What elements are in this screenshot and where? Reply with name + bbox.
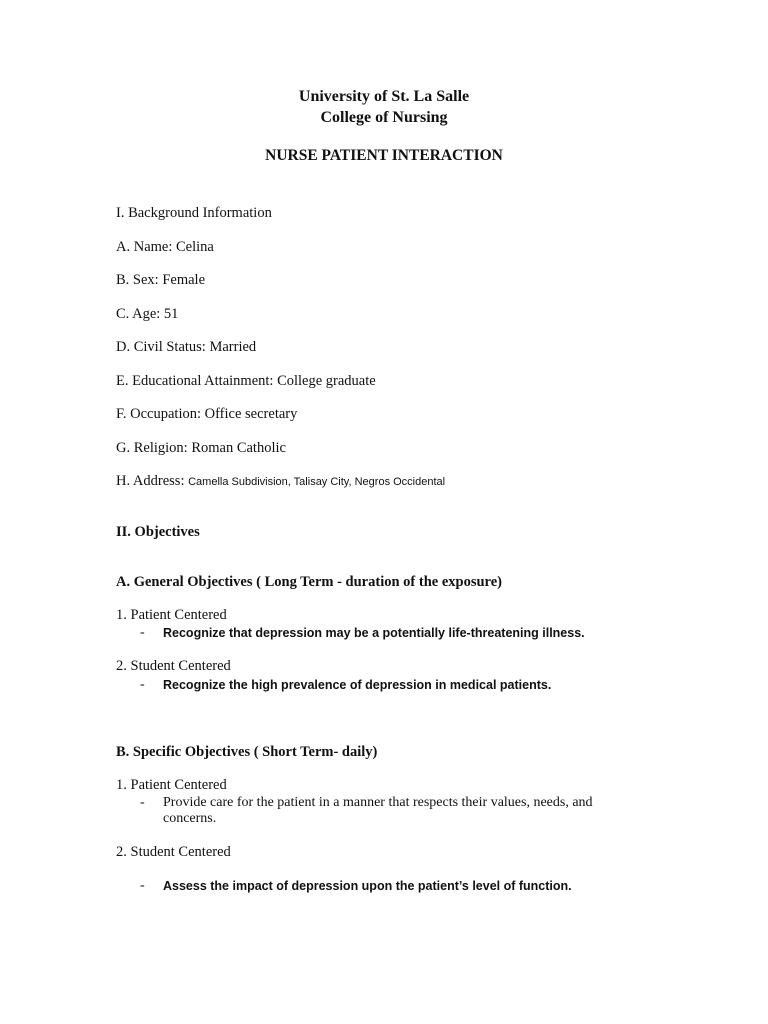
field-sex: B. Sex: Female — [116, 272, 206, 288]
field-civil-status: D. Civil Status: Married — [116, 339, 257, 355]
specific-patient-objective-line-2: concerns. — [163, 811, 217, 826]
field-address — [116, 473, 445, 490]
specific-student-centered-label: 2. Student Centered — [116, 844, 231, 860]
specific-patient-centered-label: 1. Patient Centered — [116, 777, 227, 793]
address-label: H. Address: — [116, 473, 185, 489]
specific-patient-objective-line-1: Provide care for the patient in a manner that respects their values, needs, and — [163, 795, 593, 810]
general-objectives-heading: A. General Objectives ( Long Term - duration of the exposure) — [116, 574, 502, 590]
document-title: NURSE PATIENT INTERACTION — [265, 147, 503, 164]
college-name: College of Nursing — [320, 109, 448, 126]
field-religion: G. Religion: Roman Catholic — [116, 440, 286, 456]
field-name: A. Name: Celina — [116, 239, 214, 255]
specific-objectives-heading: B. Specific Objectives ( Short Term- daily) — [116, 744, 378, 760]
general-patient-centered-label: 1. Patient Centered — [116, 607, 227, 623]
bullet-dash: - — [140, 677, 145, 692]
bullet-dash: - — [140, 625, 145, 640]
general-student-objective: Recognize the high prevalence of depression in medical patients. — [163, 678, 552, 692]
address-value: Camella Subdivision, Talisay City, Negros Occidental — [188, 476, 446, 488]
specific-student-objective: Assess the impact of depression upon the patient’s level of function. — [163, 879, 572, 893]
university-name: University of St. La Salle — [298, 88, 470, 105]
general-student-centered-label: 2. Student Centered — [116, 658, 231, 674]
field-education: E. Educational Attainment: College graduate — [116, 373, 376, 389]
field-age: C. Age: 51 — [116, 306, 179, 322]
field-occupation: F. Occupation: Office secretary — [116, 406, 298, 422]
general-patient-objective: Recognize that depression may be a potentially life-threatening illness. — [163, 626, 585, 640]
background-heading: I. Background Information — [116, 205, 272, 221]
objectives-heading: II. Objectives — [116, 524, 200, 540]
bullet-dash: - — [140, 878, 145, 893]
bullet-dash: - — [140, 795, 145, 810]
